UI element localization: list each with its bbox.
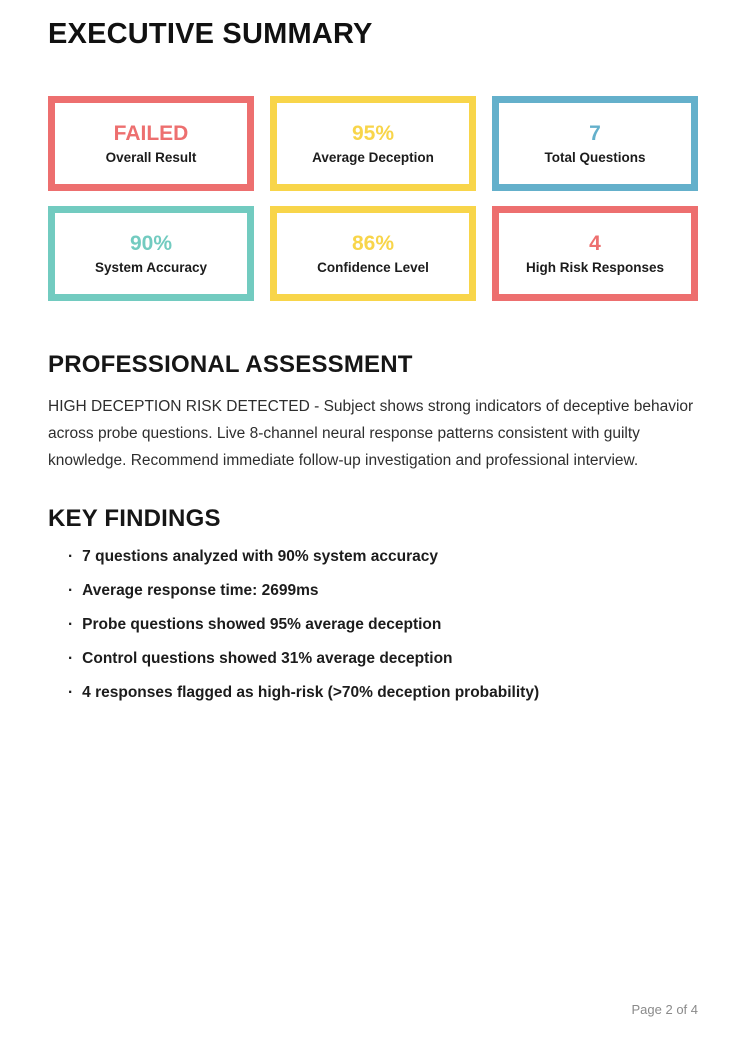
finding-text: Control questions showed 31% average deception bbox=[82, 650, 453, 667]
finding-item bbox=[68, 651, 698, 667]
metric-card bbox=[270, 206, 476, 301]
metric-card bbox=[492, 206, 698, 301]
summary-cards-grid bbox=[48, 96, 698, 301]
metric-value: 7 bbox=[589, 121, 601, 145]
metric-value: 95% bbox=[351, 121, 395, 145]
metric-value: FAILED bbox=[113, 121, 189, 145]
assessment-body-text: HIGH DECEPTION RISK DETECTED - Subject shows strong indicators of deceptive behavior across probe questions. Live 8-channel neural response patterns consistent with guilty knowledge. Recommend immediate follow-up investigation and professional interview. bbox=[48, 398, 694, 469]
finding-text: Average response time: 2699ms bbox=[82, 582, 319, 599]
professional-assessment-section bbox=[48, 351, 698, 474]
finding-text: 4 responses flagged as high-risk (>70% deception probability) bbox=[82, 684, 540, 701]
key-findings-section bbox=[48, 505, 698, 701]
key-findings-heading: KEY FINDINGS bbox=[48, 505, 221, 532]
metric-value: 86% bbox=[351, 231, 395, 255]
metric-card bbox=[48, 206, 254, 301]
finding-text: Probe questions showed 95% average deception bbox=[82, 616, 442, 633]
metric-value: 90% bbox=[129, 231, 173, 255]
bullet-icon: · bbox=[68, 650, 74, 667]
bullet-icon: · bbox=[68, 548, 74, 565]
metric-label: Average Deception bbox=[312, 149, 434, 165]
bullet-icon: · bbox=[68, 684, 74, 701]
metric-label: Total Questions bbox=[544, 149, 646, 165]
metric-label: Overall Result bbox=[105, 149, 197, 165]
page-number: Page 2 of 4 bbox=[631, 1002, 698, 1017]
bullet-icon: · bbox=[68, 616, 74, 633]
finding-item bbox=[68, 583, 698, 599]
finding-text: 7 questions analyzed with 90% system accuracy bbox=[82, 548, 438, 565]
metric-value: 4 bbox=[589, 231, 601, 255]
page-title: EXECUTIVE SUMMARY bbox=[48, 18, 373, 50]
metric-card bbox=[270, 96, 476, 191]
metric-card bbox=[48, 96, 254, 191]
metric-label: High Risk Responses bbox=[525, 259, 665, 275]
metric-label: System Accuracy bbox=[94, 259, 208, 275]
metric-card bbox=[492, 96, 698, 191]
professional-assessment-heading: PROFESSIONAL ASSESSMENT bbox=[48, 351, 413, 378]
finding-item bbox=[68, 685, 698, 701]
findings-list bbox=[48, 549, 698, 701]
bullet-icon: · bbox=[68, 582, 74, 599]
metric-label: Confidence Level bbox=[317, 259, 429, 275]
finding-item bbox=[68, 549, 698, 565]
finding-item bbox=[68, 617, 698, 633]
